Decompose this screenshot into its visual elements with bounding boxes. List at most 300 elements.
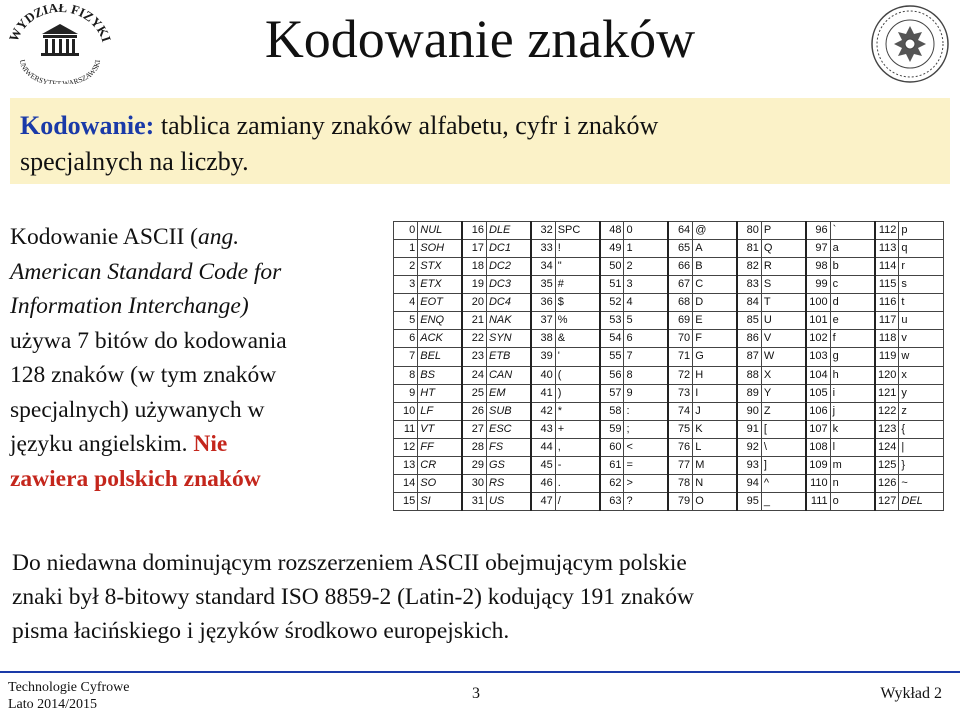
char-cell: + (555, 420, 599, 438)
code-cell: 22 (462, 330, 486, 348)
code-cell: 20 (462, 294, 486, 312)
char-cell: CAN (486, 366, 530, 384)
lecture-label: Wykład 2 (880, 685, 942, 702)
table-row (394, 420, 944, 438)
code-cell: 52 (600, 294, 624, 312)
code-cell: 101 (806, 312, 830, 330)
code-cell: 122 (875, 402, 899, 420)
char-cell: 3 (624, 276, 668, 294)
code-cell: 81 (737, 240, 761, 258)
char-cell: Y (761, 384, 805, 402)
char-cell: F (693, 330, 737, 348)
code-cell: 113 (875, 240, 899, 258)
code-cell: 72 (668, 366, 692, 384)
char-cell: U (761, 312, 805, 330)
code-cell: 79 (668, 492, 692, 510)
code-cell: 100 (806, 294, 830, 312)
code-cell: 119 (875, 348, 899, 366)
char-cell: I (693, 384, 737, 402)
char-cell: O (693, 492, 737, 510)
code-cell: 39 (531, 348, 555, 366)
code-cell: 53 (600, 312, 624, 330)
ascii-line-4: używa 7 bitów do kodowania (10, 327, 287, 354)
ascii-table-container (393, 221, 944, 511)
code-cell: 73 (668, 384, 692, 402)
code-cell: 95 (737, 492, 761, 510)
char-cell: z (899, 402, 944, 420)
faculty-logo-icon (6, 4, 114, 84)
char-cell: k (830, 420, 874, 438)
code-cell: 106 (806, 402, 830, 420)
char-cell: s (899, 276, 944, 294)
code-cell: 36 (531, 294, 555, 312)
char-cell: f (830, 330, 874, 348)
code-cell: 25 (462, 384, 486, 402)
char-cell: [ (761, 420, 805, 438)
code-cell: 38 (531, 330, 555, 348)
char-cell: SYN (486, 330, 530, 348)
char-cell: 9 (624, 384, 668, 402)
char-cell: , (555, 438, 599, 456)
code-cell: 107 (806, 420, 830, 438)
code-cell: 110 (806, 474, 830, 492)
code-cell: 29 (462, 456, 486, 474)
code-cell: 126 (875, 474, 899, 492)
char-cell: D (693, 294, 737, 312)
code-cell: 111 (806, 492, 830, 510)
table-row (394, 348, 944, 366)
char-cell: NAK (486, 312, 530, 330)
char-cell: SOH (418, 240, 462, 258)
code-cell: 90 (737, 402, 761, 420)
table-row (394, 492, 944, 510)
code-cell: 125 (875, 456, 899, 474)
table-row (394, 312, 944, 330)
char-cell: 8 (624, 366, 668, 384)
code-cell: 68 (668, 294, 692, 312)
code-cell: 83 (737, 276, 761, 294)
code-cell: 108 (806, 438, 830, 456)
char-cell: ^ (761, 474, 805, 492)
char-cell: BS (418, 366, 462, 384)
code-cell: 97 (806, 240, 830, 258)
code-cell: 13 (394, 456, 418, 474)
code-cell: 24 (462, 366, 486, 384)
code-cell: 114 (875, 258, 899, 276)
char-cell: K (693, 420, 737, 438)
char-cell: HT (418, 384, 462, 402)
char-cell: V (761, 330, 805, 348)
code-cell: 14 (394, 474, 418, 492)
code-cell: 69 (668, 312, 692, 330)
char-cell: / (555, 492, 599, 510)
char-cell: DEL (899, 492, 944, 510)
char-cell: EOT (418, 294, 462, 312)
code-cell: 27 (462, 420, 486, 438)
char-cell: | (899, 438, 944, 456)
char-cell: EM (486, 384, 530, 402)
code-cell: 76 (668, 438, 692, 456)
char-cell: N (693, 474, 737, 492)
university-seal (870, 4, 950, 84)
ascii-warning-1: Nie (193, 431, 228, 457)
char-cell: LF (418, 402, 462, 420)
ascii-warning-2: zawiera polskich znaków (10, 465, 261, 492)
code-cell: 23 (462, 348, 486, 366)
char-cell: _ (761, 492, 805, 510)
footer-divider (0, 671, 960, 673)
char-cell: E (693, 312, 737, 330)
code-cell: 0 (394, 222, 418, 240)
page-title: Kodowanie znaków (264, 9, 696, 69)
faculty-logo (6, 4, 114, 84)
table-row (394, 222, 944, 240)
code-cell: 46 (531, 474, 555, 492)
code-cell: 86 (737, 330, 761, 348)
ascii-table (393, 221, 944, 511)
char-cell: = (624, 456, 668, 474)
char-cell: B (693, 258, 737, 276)
code-cell: 62 (600, 474, 624, 492)
char-cell: DC4 (486, 294, 530, 312)
code-cell: 75 (668, 420, 692, 438)
char-cell: ETB (486, 348, 530, 366)
code-cell: 112 (875, 222, 899, 240)
code-cell: 43 (531, 420, 555, 438)
code-cell: 7 (394, 348, 418, 366)
code-cell: 94 (737, 474, 761, 492)
char-cell: DLE (486, 222, 530, 240)
code-cell: 55 (600, 348, 624, 366)
ascii-line-1: Kodowanie ASCII ( (10, 224, 198, 250)
ascii-abbr: ang. (197, 224, 240, 250)
university-seal-icon (870, 4, 950, 84)
code-cell: 34 (531, 258, 555, 276)
char-cell: r (899, 258, 944, 276)
char-cell: t (899, 294, 944, 312)
code-cell: 124 (875, 438, 899, 456)
char-cell: q (899, 240, 944, 258)
ascii-line-6: specjalnych) używanych w (10, 396, 265, 423)
char-cell: e (830, 312, 874, 330)
ascii-line-3: Information Interchange) (10, 293, 249, 319)
code-cell: 50 (600, 258, 624, 276)
definition-text-1: tablica zamiany znaków alfabetu, cyfr i znaków (160, 111, 659, 140)
code-cell: 18 (462, 258, 486, 276)
char-cell: ; (624, 420, 668, 438)
char-cell: 0 (624, 222, 668, 240)
footer-course: Technologie Cyfrowe (8, 680, 130, 695)
char-cell: ( (555, 366, 599, 384)
code-cell: 3 (394, 276, 418, 294)
char-cell: 2 (624, 258, 668, 276)
table-row (394, 456, 944, 474)
table-row (394, 474, 944, 492)
char-cell: ACK (418, 330, 462, 348)
code-cell: 2 (394, 258, 418, 276)
char-cell: ? (624, 492, 668, 510)
footer-course-info (8, 679, 129, 713)
code-cell: 30 (462, 474, 486, 492)
code-cell: 61 (600, 456, 624, 474)
latin2-line-1: Do niedawna dominującym rozszerzeniem ASCII obejmującym polskie (12, 550, 687, 576)
code-cell: 64 (668, 222, 692, 240)
code-cell: 63 (600, 492, 624, 510)
code-cell: 56 (600, 366, 624, 384)
code-cell: 32 (531, 222, 555, 240)
code-cell: 15 (394, 492, 418, 510)
code-cell: 87 (737, 348, 761, 366)
code-cell: 115 (875, 276, 899, 294)
char-cell: T (761, 294, 805, 312)
code-cell: 44 (531, 438, 555, 456)
char-cell: BEL (418, 348, 462, 366)
char-cell: # (555, 276, 599, 294)
table-row (394, 402, 944, 420)
char-cell: FS (486, 438, 530, 456)
char-cell: b (830, 258, 874, 276)
code-cell: 9 (394, 384, 418, 402)
code-cell: 47 (531, 492, 555, 510)
char-cell: ESC (486, 420, 530, 438)
ascii-line-7: języku angielskim. (10, 431, 188, 457)
char-cell: A (693, 240, 737, 258)
char-cell: : (624, 402, 668, 420)
char-cell: SPC (555, 222, 599, 240)
char-cell: SI (418, 492, 462, 510)
char-cell: FF (418, 438, 462, 456)
code-cell: 85 (737, 312, 761, 330)
code-cell: 104 (806, 366, 830, 384)
char-cell: DC3 (486, 276, 530, 294)
code-cell: 77 (668, 456, 692, 474)
ascii-description (10, 220, 380, 496)
code-cell: 103 (806, 348, 830, 366)
code-cell: 45 (531, 456, 555, 474)
char-cell: o (830, 492, 874, 510)
code-cell: 109 (806, 456, 830, 474)
code-cell: 6 (394, 330, 418, 348)
svg-text:UNIWERSYTET WARSZAWSKI (18, 59, 102, 84)
char-cell: 1 (624, 240, 668, 258)
code-cell: 5 (394, 312, 418, 330)
char-cell: STX (418, 258, 462, 276)
char-cell: VT (418, 420, 462, 438)
code-cell: 40 (531, 366, 555, 384)
char-cell: ` (830, 222, 874, 240)
code-cell: 28 (462, 438, 486, 456)
char-cell: SO (418, 474, 462, 492)
latin2-paragraph (12, 546, 952, 648)
code-cell: 26 (462, 402, 486, 420)
code-cell: 123 (875, 420, 899, 438)
char-cell: - (555, 456, 599, 474)
char-cell: W (761, 348, 805, 366)
char-cell: d (830, 294, 874, 312)
char-cell: H (693, 366, 737, 384)
code-cell: 102 (806, 330, 830, 348)
code-cell: 41 (531, 384, 555, 402)
char-cell: ' (555, 348, 599, 366)
char-cell: % (555, 312, 599, 330)
char-cell: ] (761, 456, 805, 474)
char-cell: Q (761, 240, 805, 258)
code-cell: 118 (875, 330, 899, 348)
code-cell: 12 (394, 438, 418, 456)
char-cell: h (830, 366, 874, 384)
char-cell: & (555, 330, 599, 348)
code-cell: 1 (394, 240, 418, 258)
code-cell: 127 (875, 492, 899, 510)
char-cell: M (693, 456, 737, 474)
char-cell: ENQ (418, 312, 462, 330)
char-cell: l (830, 438, 874, 456)
char-cell: " (555, 258, 599, 276)
char-cell: y (899, 384, 944, 402)
char-cell: } (899, 456, 944, 474)
code-cell: 59 (600, 420, 624, 438)
definition-box (10, 98, 950, 184)
code-cell: 78 (668, 474, 692, 492)
char-cell: C (693, 276, 737, 294)
char-cell: G (693, 348, 737, 366)
char-cell: S (761, 276, 805, 294)
char-cell: . (555, 474, 599, 492)
code-cell: 35 (531, 276, 555, 294)
latin2-line-2: znaki był 8-bitowy standard ISO 8859-2 (Latin-2) kodujący 191 znaków (12, 584, 694, 610)
code-cell: 60 (600, 438, 624, 456)
code-cell: 80 (737, 222, 761, 240)
char-cell: 5 (624, 312, 668, 330)
code-cell: 88 (737, 366, 761, 384)
code-cell: 4 (394, 294, 418, 312)
table-row (394, 258, 944, 276)
table-row (394, 384, 944, 402)
code-cell: 105 (806, 384, 830, 402)
table-row (394, 330, 944, 348)
char-cell: SUB (486, 402, 530, 420)
char-cell: DC2 (486, 258, 530, 276)
char-cell: { (899, 420, 944, 438)
code-cell: 99 (806, 276, 830, 294)
char-cell: DC1 (486, 240, 530, 258)
char-cell: u (899, 312, 944, 330)
char-cell: j (830, 402, 874, 420)
char-cell: R (761, 258, 805, 276)
code-cell: 51 (600, 276, 624, 294)
char-cell: $ (555, 294, 599, 312)
code-cell: 31 (462, 492, 486, 510)
definition-keyword: Kodowanie: (20, 111, 155, 140)
code-cell: 58 (600, 402, 624, 420)
char-cell: ETX (418, 276, 462, 294)
char-cell: 7 (624, 348, 668, 366)
ascii-line-5: 128 znaków (w tym znaków (10, 362, 277, 388)
code-cell: 70 (668, 330, 692, 348)
code-cell: 17 (462, 240, 486, 258)
char-cell: X (761, 366, 805, 384)
char-cell: < (624, 438, 668, 456)
char-cell: Z (761, 402, 805, 420)
char-cell: ~ (899, 474, 944, 492)
char-cell: NUL (418, 222, 462, 240)
char-cell: L (693, 438, 737, 456)
char-cell: x (899, 366, 944, 384)
code-cell: 71 (668, 348, 692, 366)
char-cell: CR (418, 456, 462, 474)
code-cell: 48 (600, 222, 624, 240)
char-cell: 4 (624, 294, 668, 312)
code-cell: 91 (737, 420, 761, 438)
code-cell: 74 (668, 402, 692, 420)
code-cell: 42 (531, 402, 555, 420)
code-cell: 92 (737, 438, 761, 456)
code-cell: 82 (737, 258, 761, 276)
char-cell: ! (555, 240, 599, 258)
code-cell: 49 (600, 240, 624, 258)
char-cell: J (693, 402, 737, 420)
code-cell: 54 (600, 330, 624, 348)
code-cell: 98 (806, 258, 830, 276)
code-cell: 8 (394, 366, 418, 384)
char-cell: w (899, 348, 944, 366)
code-cell: 19 (462, 276, 486, 294)
code-cell: 96 (806, 222, 830, 240)
code-cell: 37 (531, 312, 555, 330)
code-cell: 57 (600, 384, 624, 402)
code-cell: 66 (668, 258, 692, 276)
table-row (394, 438, 944, 456)
char-cell: GS (486, 456, 530, 474)
table-row (394, 240, 944, 258)
table-row (394, 366, 944, 384)
char-cell: m (830, 456, 874, 474)
char-cell: g (830, 348, 874, 366)
char-cell: a (830, 240, 874, 258)
footer-semester: Lato 2014/2015 (8, 697, 98, 712)
code-cell: 16 (462, 222, 486, 240)
char-cell: c (830, 276, 874, 294)
char-cell: n (830, 474, 874, 492)
char-cell: RS (486, 474, 530, 492)
code-cell: 33 (531, 240, 555, 258)
code-cell: 67 (668, 276, 692, 294)
code-cell: 121 (875, 384, 899, 402)
code-cell: 21 (462, 312, 486, 330)
code-cell: 117 (875, 312, 899, 330)
code-cell: 93 (737, 456, 761, 474)
logo-bottom-text: UNIWERSYTET WARSZAWSKI (17, 58, 103, 84)
code-cell: 116 (875, 294, 899, 312)
page-number: 3 (472, 685, 480, 702)
code-cell: 89 (737, 384, 761, 402)
definition-text-2: specjalnych na liczby. (20, 147, 249, 176)
char-cell: US (486, 492, 530, 510)
logo-top-text: WYDZIAŁ FIZYKI (6, 4, 114, 44)
char-cell: * (555, 402, 599, 420)
code-cell: 11 (394, 420, 418, 438)
char-cell: > (624, 474, 668, 492)
latin2-line-3: pisma łacińskiego i języków środkowo europejskich. (12, 618, 510, 644)
ascii-line-2: American Standard Code for (10, 258, 282, 285)
char-cell: i (830, 384, 874, 402)
char-cell: ) (555, 384, 599, 402)
char-cell: P (761, 222, 805, 240)
code-cell: 10 (394, 402, 418, 420)
table-row (394, 294, 944, 312)
char-cell: v (899, 330, 944, 348)
char-cell: @ (693, 222, 737, 240)
